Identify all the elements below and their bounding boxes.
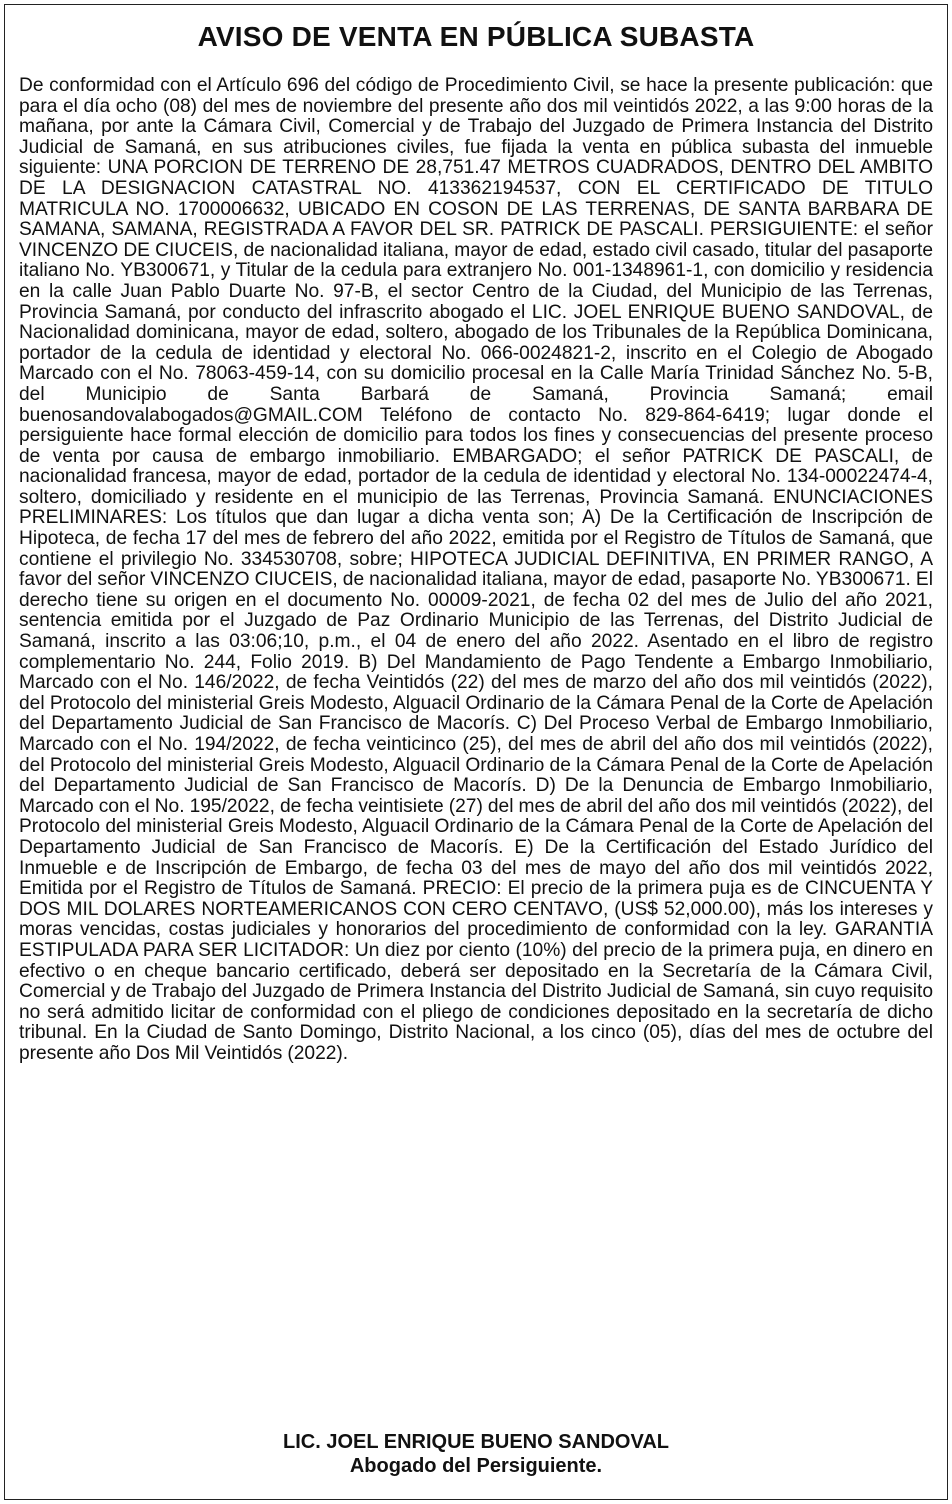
signature-block xyxy=(0,1430,952,1478)
notice-body: De conformidad con el Artículo 696 del código de Procedimiento Civil, se hace la presente publicación: que para el día ocho (08) del mes de noviembre del presente año dos mil veintidós 2022, a las 9:00 horas de la mañana, por ante la Cámara Civil, Comercial y de Trabajo del Juzgado de Primera Instancia del Distrito Judicial de Samaná, en sus atribuciones civiles, fue fijada la venta en pública subasta del inmueble siguiente: UNA PORCION DE TERRENO DE 28,751.47 METROS CUADRADOS, DENTRO DEL AMBITO DE LA DESIGNACION CATASTRAL NO. 413362194537, CON EL CERTIFICADO DE TITULO MATRICULA NO. 1700006632, UBICADO EN COSON DE LAS TERRENAS, DE SANTA BARBARA DE SAMANA, SAMANA, REGISTRADA A FAVOR DEL SR. PATRICK DE PASCALI. PERSIGUIENTE: el señor VINCENZO DE CIUCEIS, de nacionalidad italiana, mayor de edad, estado civil casado, titular del pasaporte italiano No. YB300671, y Titular de la cedula para extranjero No. 001-1348961-1, con domicilio y residencia en la calle Juan Pablo Duarte No. 97-B, el sector Centro de la Ciudad, del Municipio de las Terrenas, Provincia Samaná, por conducto del infrascrito abogado el LIC. JOEL ENRIQUE BUENO SANDOVAL, de Nacionalidad dominicana, mayor de edad, soltero, abogado de los Tribunales de la República Dominicana, portador de la cedula de identidad y electoral No. 066-0024821-2, inscrito en el Colegio de Abogado Marcado con el No. 78063-459-14, con su domicilio procesal en la Calle María Trinidad Sánchez No. 5-B, del Municipio de Santa Barbará de Samaná, Provincia Samaná; email buenosandovalabogados@GMAIL.COM Teléfono de contacto No. 829-864-6419; lugar donde el persiguiente hace formal elección de domicilio para todos los fines y consecuencias del presente proceso de venta por causa de embargo inmobiliario. EMBARGADO; el señor PATRICK DE PASCALI, de nacionalidad francesa, mayor de edad, portador de la cedula de identidad y electoral No. 134-00022474-4, soltero, domiciliado y residente en el municipio de las Terrenas, Provincia Samaná. ENUNCIACIONES PRELIMINARES: Los títulos que dan lugar a dicha venta son; A) De la Certificación de Inscripción de Hipoteca, de fecha 17 del mes de febrero del año 2022, emitida por el Registro de Títulos de Samaná, que contiene el privilegio No. 334530708, sobre; HIPOTECA JUDICIAL DEFINITIVA, EN PRIMER RANGO, A favor del señor VINCENZO CIUCEIS, de nacionalidad italiana, mayor de edad, pasaporte No. YB300671. El derecho tiene su origen en el documento No. 00009-2021, de fecha 02 del mes de Julio del año 2021, sentencia emitida por el Juzgado de Paz Ordinario Municipio de las Terrenas, del Distrito Judicial de Samaná, inscrito a las 03:06;10, p.m., el 04 de enero del año 2022. Asentado en el libro de registro complementario No. 244, Folio 2019. B) Del Mandamiento de Pago Tendente a Embargo Inmobiliario, Marcado con el No. 146/2022, de fecha Veintidós (22) del mes de marzo del año dos mil veintidós (2022), del Protocolo del ministerial Greis Modesto, Alguacil Ordinario de la Cámara Penal de la Corte de Apelación del Departamento Judicial de San Francisco de Macorís. C) Del Proceso Verbal de Embargo Inmobiliario, Marcado con el No. 194/2022, de fecha veinticinco (25), del mes de abril del año dos mil veintidós (2022), del Protocolo del ministerial Greis Modesto, Alguacil Ordinario de la Cámara Penal de la Corte de Apelación del Departamento Judicial de San Francisco de Macorís. D) De la Denuncia de Embargo Inmobiliario, Marcado con el No. 195/2022, de fecha veintisiete (27) del mes de abril del año dos mil veintidós (2022), del Protocolo del ministerial Greis Modesto, Alguacil Ordinario de la Cámara Penal de la Corte de Apelación del Departamento Judicial de San Francisco de Macorís. E) De la Certificación del Estado Jurídico del Inmueble e de Inscripción de Embargo, de fecha 03 del mes de mayo del año dos mil veintidós 2022, Emitida por el Registro de Títulos de Samaná. PRECIO: El precio de la primera puja es de CINCUENTA Y DOS MIL DOLARES NORTEAMERICANOS CON CERO CENTAVO, (US$ 52,000.00), más los intereses y moras vencidas, costas judiciales y honorarios del procedimiento de conformidad con la ley. GARANTIA ESTIPULADA PARA SER LICITADOR: Un diez por ciento (10%) del precio de la primera puja, en dinero en efectivo o en cheque bancario certificado, deberá ser depositado en la Secretaría de la Cámara Civil, Comercial y de Trabajo del Juzgado de Primera Instancia del Distrito Judicial de Samaná, sin cuyo requisito no será admitido licitar de conformidad con el pliego de condiciones depositado en la secretaría de dicho tribunal. En la Ciudad de Santo Domingo, Distrito Nacional, a los cinco (05), días del mes de octubre del presente año Dos Mil Veintidós (2022). xyxy=(19,75,933,1064)
notice-title: AVISO DE VENTA EN PÚBLICA SUBASTA xyxy=(197,21,755,52)
signature-role: Abogado del Persiguiente. xyxy=(349,1455,603,1477)
signature-name: LIC. JOEL ENRIQUE BUENO SANDOVAL xyxy=(283,1431,669,1453)
